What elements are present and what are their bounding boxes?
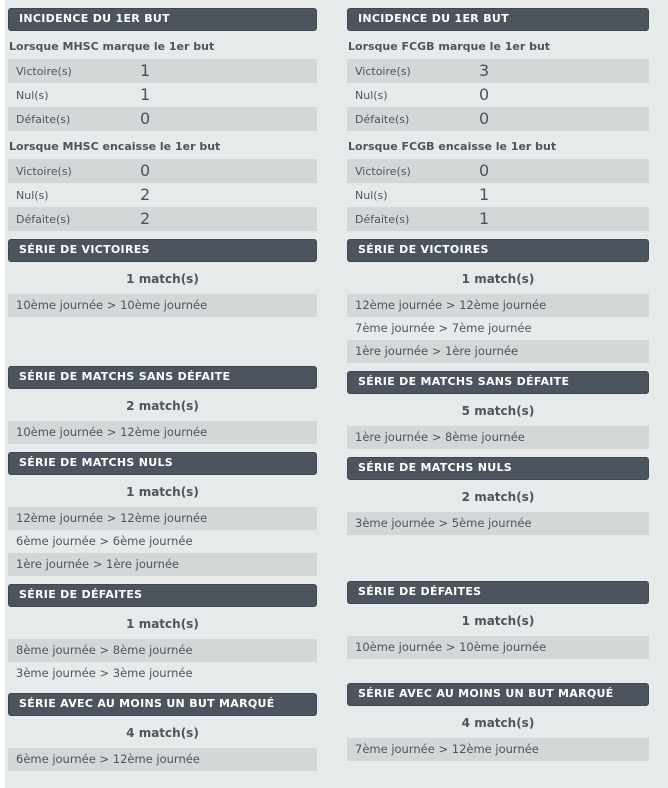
journee-rows [347,636,649,659]
stat-value: 0 [140,161,151,180]
stat-row [347,183,649,207]
stat-row [347,107,649,131]
journee-rows [347,738,649,761]
journee-rows [347,294,649,363]
stat-value: 1 [140,61,151,80]
stat-value: 1 [479,185,490,204]
stat-value: 2 [140,185,151,204]
stat-value: 0 [479,85,490,104]
stat-rows [347,159,649,231]
section-header: SÉRIE AVEC AU MOINS UN BUT MARQUÉ [8,693,317,716]
series-scored-section [8,693,317,771]
section-header: SÉRIE DE MATCHS SANS DÉFAITE [8,366,317,389]
journee-row: 10ème journée > 10ème journée [347,636,649,659]
series-unbeaten-section [8,366,317,444]
journee-rows [8,639,317,685]
series-victories-section [8,239,317,358]
stat-label: Victoire(s) [355,164,411,178]
series-scored-section [347,683,649,761]
stat-label: Nul(s) [16,188,49,202]
section-header: SÉRIE DE DÉFAITES [8,584,317,607]
subtitle-concedes-first: Lorsque FCGB encaisse le 1er but [348,140,557,153]
section-header: SÉRIE DE MATCHS NULS [8,452,317,475]
journee-rows [8,421,317,444]
subtitle-scores-first: Lorsque MHSC marque le 1er but [9,40,215,53]
section-header: SÉRIE AVEC AU MOINS UN BUT MARQUÉ [347,683,649,706]
stat-row [347,159,649,183]
stat-value: 3 [479,61,490,80]
stat-label: Victoire(s) [355,64,411,78]
section-header: SÉRIE DE MATCHS SANS DÉFAITE [347,371,649,394]
stat-label: Défaite(s) [16,112,71,126]
journee-rows [8,507,317,576]
journee-row: 7ème journée > 12ème journée [347,738,649,761]
journee-rows [347,426,649,449]
stat-value: 1 [479,209,490,228]
stat-row [347,59,649,83]
journee-row: 3ème journée > 5ème journée [347,512,649,535]
series-defeats-section [347,581,649,675]
stat-label: Défaite(s) [355,212,410,226]
incidence-section-fcgb [347,8,649,231]
stat-value: 0 [479,109,490,128]
section-header: SÉRIE DE DÉFAITES [347,581,649,604]
section-header: SÉRIE DE VICTOIRES [347,239,649,262]
section-header: INCIDENCE DU 1ER BUT [8,8,317,31]
section-header: SÉRIE DE MATCHS NULS [347,457,649,480]
stat-row [8,107,317,131]
series-count: 2 match(s) [461,490,535,504]
journee-row: 8ème journée > 8ème journée [8,639,317,662]
stat-label: Victoire(s) [16,164,72,178]
series-victories-section [347,239,649,363]
journee-rows [347,512,649,535]
journee-rows [8,748,317,771]
columns-container [5,8,668,779]
stat-rows [8,159,317,231]
series-count: 1 match(s) [126,485,199,499]
series-count: 1 match(s) [126,617,199,631]
series-count: 2 match(s) [126,399,199,413]
stat-value: 2 [140,209,151,228]
section-header: SÉRIE DE VICTOIRES [8,239,317,262]
journee-rows [8,294,317,317]
stat-row [8,83,317,107]
journee-row: 10ème journée > 10ème journée [8,294,317,317]
column-mhsc [8,8,317,779]
journee-row: 12ème journée > 12ème journée [8,507,317,530]
series-count: 4 match(s) [126,726,199,740]
journee-row: 3ème journée > 3ème journée [16,666,193,680]
series-count: 1 match(s) [126,272,199,286]
stat-row [8,59,317,83]
series-count: 1 match(s) [461,614,535,628]
journee-row: 7ème journée > 7ème journée [355,321,532,335]
series-draws-section [347,457,649,573]
subtitle-scores-first: Lorsque FCGB marque le 1er but [348,40,551,53]
stat-value: 0 [479,161,490,180]
series-defeats-section [8,584,317,685]
stat-row [347,207,649,231]
stat-label: Nul(s) [355,88,388,102]
series-count: 5 match(s) [461,404,535,418]
journee-row: 1ère journée > 1ère journée [347,340,649,363]
stat-row [8,159,317,183]
stat-label: Défaite(s) [355,112,410,126]
stat-label: Victoire(s) [16,64,72,78]
stat-label: Nul(s) [355,188,388,202]
incidence-section-mhsc [8,8,317,231]
journee-row: 6ème journée > 6ème journée [16,534,193,548]
series-count: 4 match(s) [461,716,535,730]
stat-row [8,207,317,231]
stat-row [8,183,317,207]
series-draws-section [8,452,317,576]
journee-row: 1ère journée > 1ère journée [8,553,317,576]
stat-row [347,83,649,107]
series-unbeaten-section [347,371,649,449]
team-stats-page [5,0,668,788]
column-fcgb [347,8,649,779]
journee-row: 10ème journée > 12ème journée [8,421,317,444]
series-count: 1 match(s) [461,272,535,286]
stat-rows [8,59,317,131]
journee-row: 1ère journée > 8ème journée [347,426,649,449]
stat-value: 1 [140,85,151,104]
subtitle-concedes-first: Lorsque MHSC encaisse le 1er but [9,140,221,153]
section-header: INCIDENCE DU 1ER BUT [347,8,649,31]
stat-label: Défaite(s) [16,212,71,226]
stat-rows [347,59,649,131]
journee-row: 12ème journée > 12ème journée [347,294,649,317]
journee-row: 6ème journée > 12ème journée [8,748,317,771]
stat-value: 0 [140,109,151,128]
stat-label: Nul(s) [16,88,49,102]
